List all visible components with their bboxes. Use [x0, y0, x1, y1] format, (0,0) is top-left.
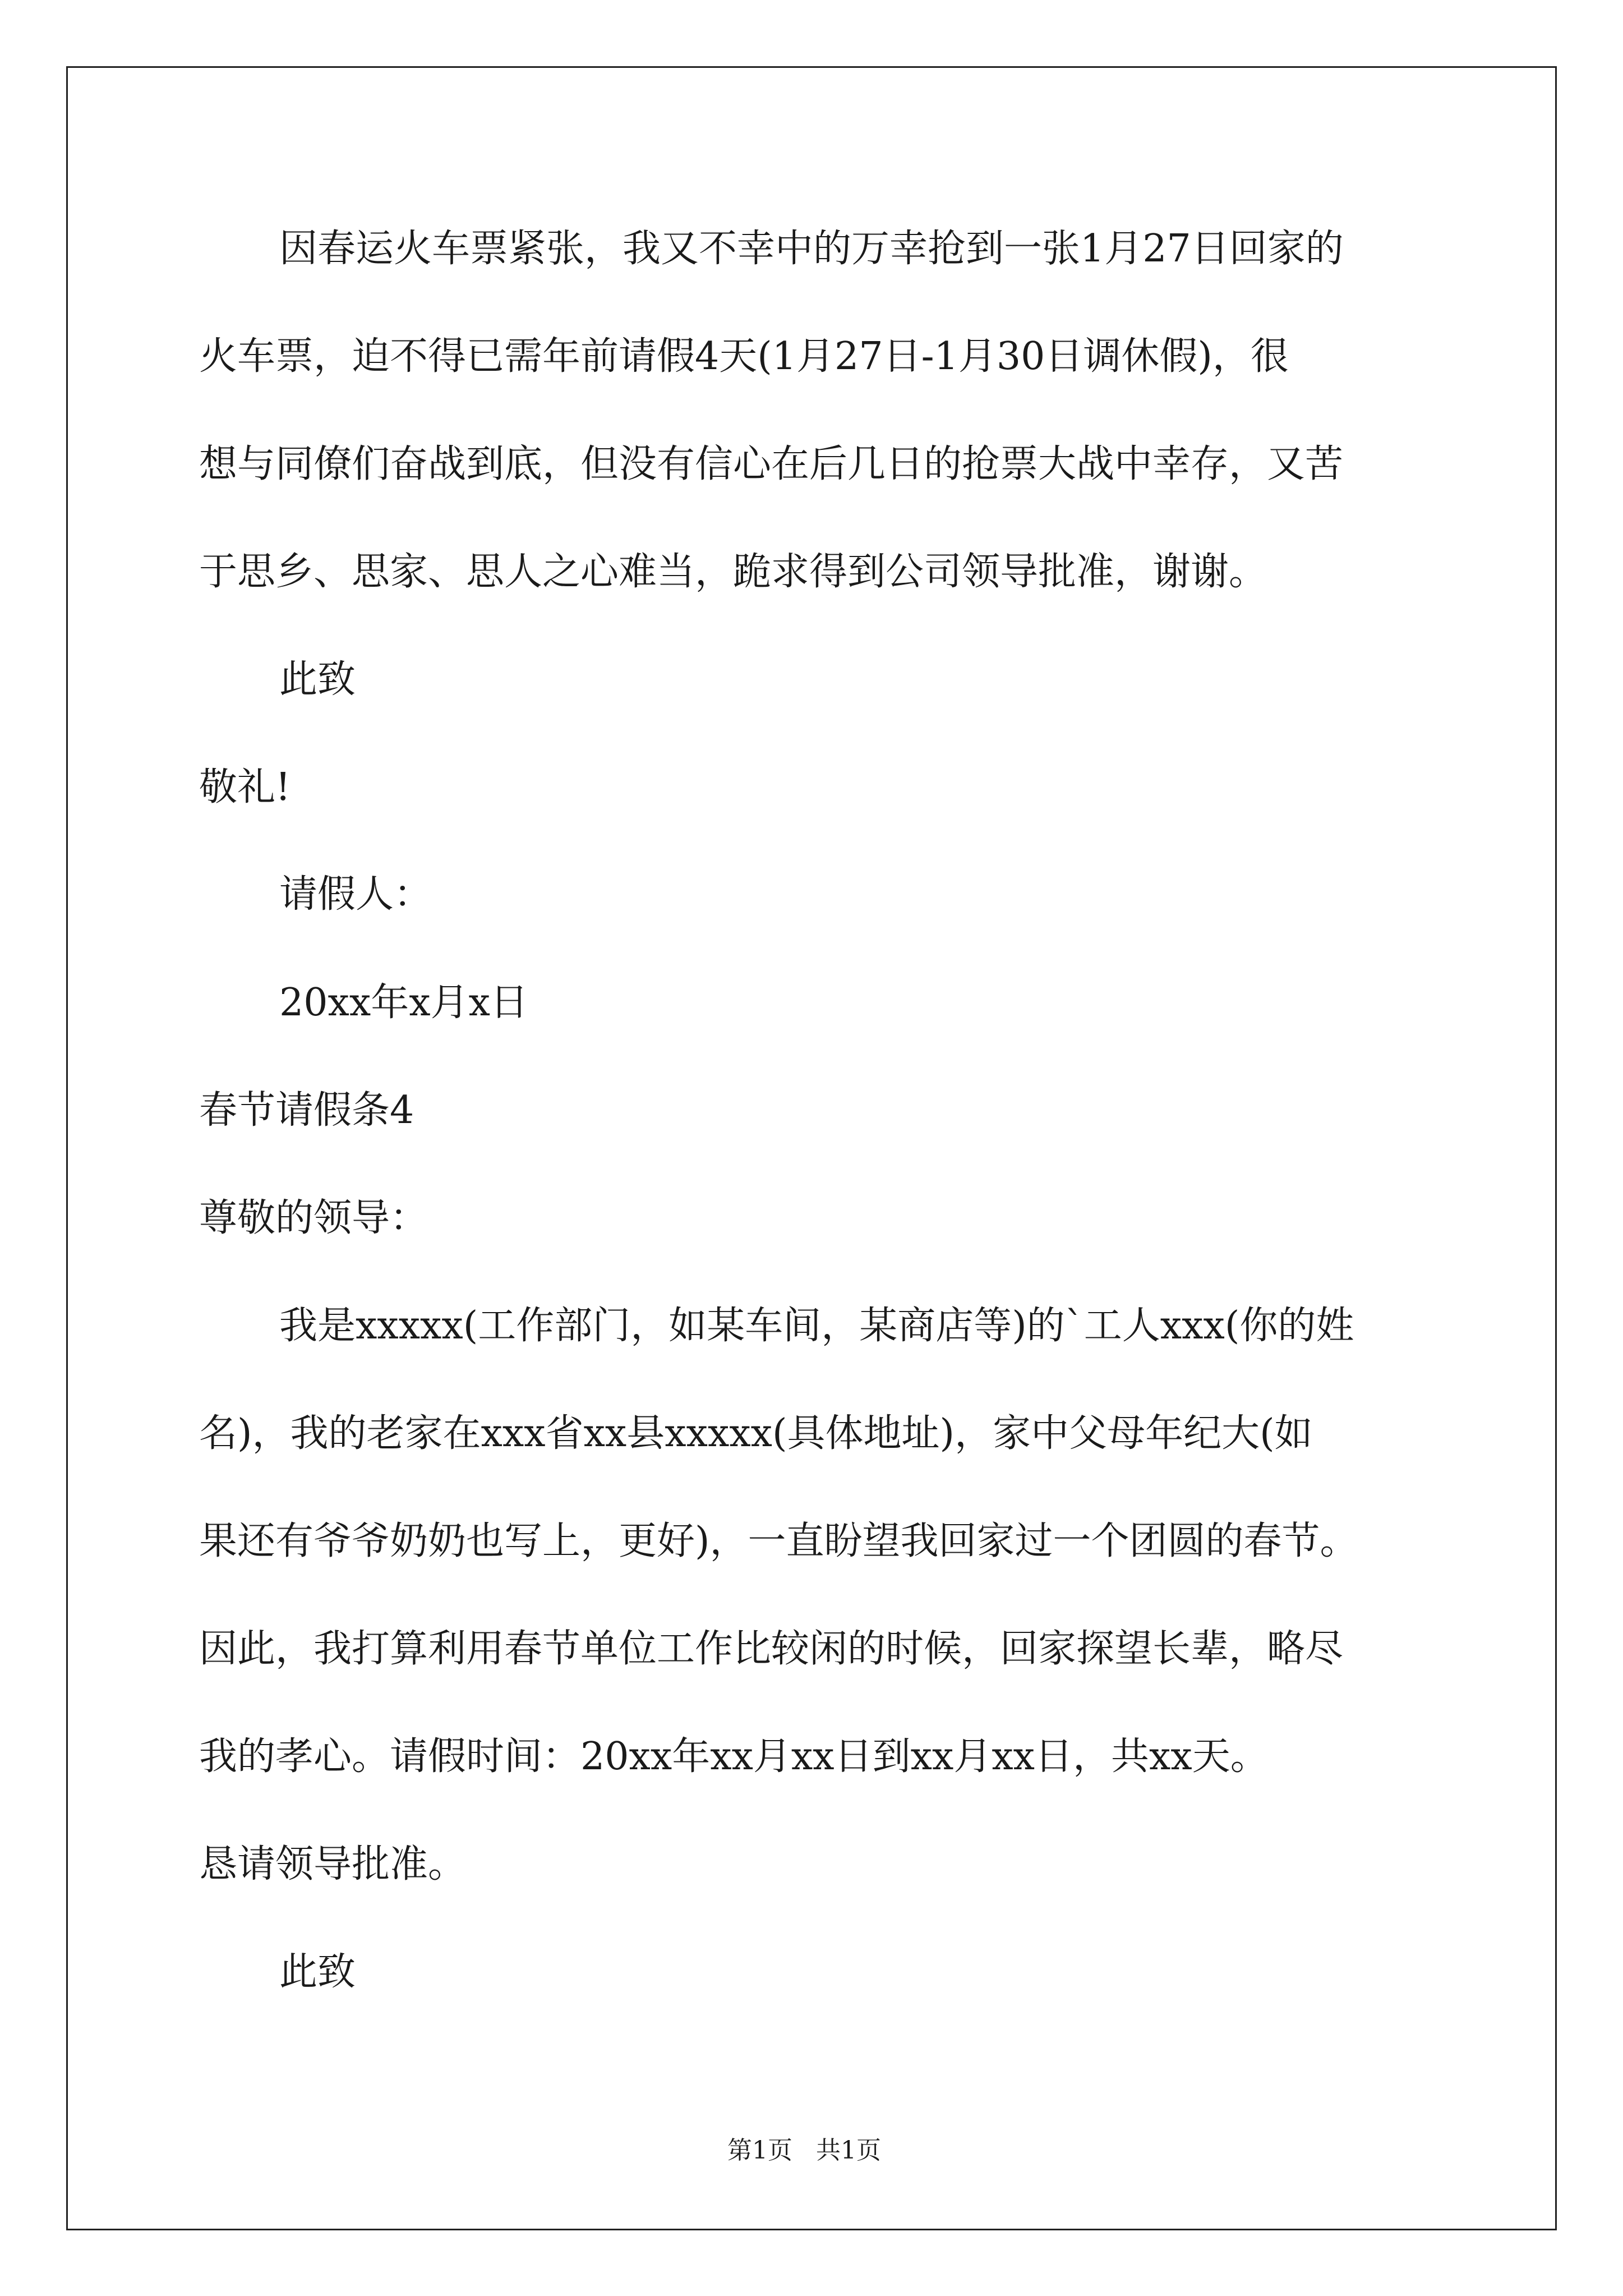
- paragraph-2-line-4: 因此，我打算利用春节单位工作比较闲的时候，回家探望长辈，略尽: [199, 1627, 1344, 1671]
- page-footer: [727, 2138, 881, 2163]
- paragraph-1-line-2: 火车票，迫不得已需年前请假4天(1月27日-1月30日调休假)，很: [199, 334, 1289, 379]
- closing-2: 此致: [279, 1950, 356, 1994]
- greeting: 尊敬的领导：: [199, 1196, 428, 1240]
- date-line: 20xx年x月x日: [279, 981, 528, 1025]
- paragraph-1-line-4: 于思乡、思家、思人之心难当，跪求得到公司领导批准，谢谢。: [199, 550, 1267, 594]
- paragraph-2-line-3: 果还有爷爷奶奶也写上，更好)，一直盼望我回家过一个团圆的春节。: [199, 1519, 1358, 1563]
- section-title: 春节请假条4: [199, 1088, 414, 1133]
- paragraph-2-line-2: 名)，我的老家在xxx省xx县xxxxx(具体地址)，家中父母年纪大(如: [199, 1411, 1313, 1456]
- paragraph-1-line-1: 因春运火车票紧张，我又不幸中的万幸抢到一张1月27日回家的: [279, 227, 1344, 271]
- closing-1: 此致: [279, 657, 356, 702]
- page-number: 第1页: [727, 2136, 792, 2165]
- paragraph-1-line-3: 想与同僚们奋战到底，但没有信心在后几日的抢票大战中幸存，又苦: [199, 442, 1344, 486]
- page-total: 共1页: [815, 2136, 881, 2165]
- applicant-label: 请假人：: [279, 872, 432, 917]
- salutation-1: 敬礼!: [199, 765, 291, 809]
- paragraph-2-line-5: 我的孝心。请假时间：20xx年xx月xx日到xx月xx日，共xx天。: [199, 1734, 1269, 1779]
- paragraph-2-line-1: 我是xxxxx(工作部门，如某车间，某商店等)的`工人xxx(你的姓: [279, 1304, 1354, 1348]
- page-frame: [66, 66, 1557, 2230]
- paragraph-2-line-6: 恳请领导批准。: [199, 1842, 467, 1887]
